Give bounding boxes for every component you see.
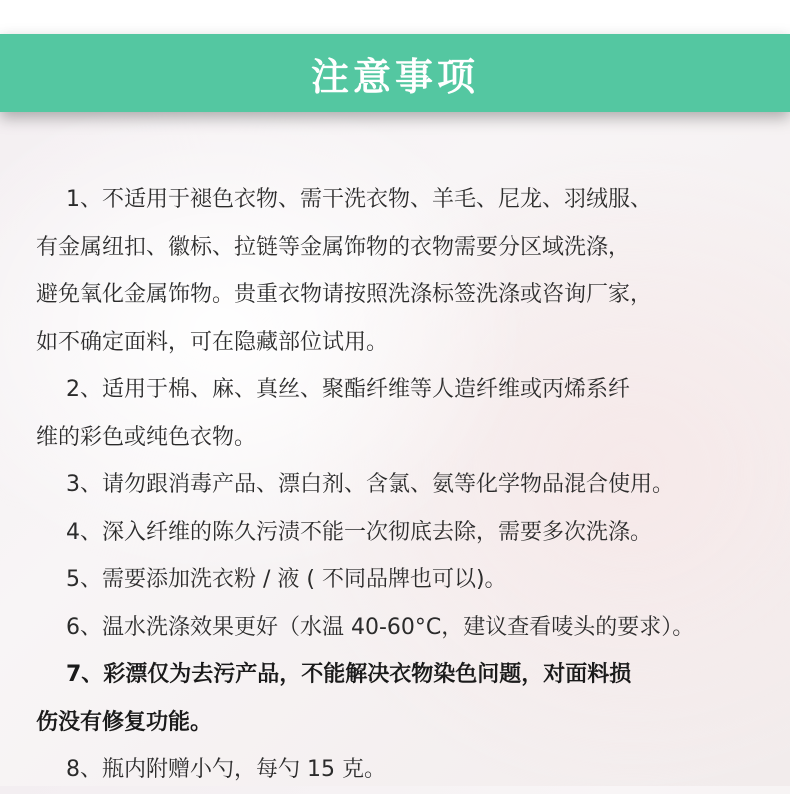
note-2-line-2: 维的彩色或纯色衣物。	[36, 424, 257, 450]
note-3: 3、请勿跟消毒产品、漂白剂、含氯、氨等化学物品混合使用。	[66, 472, 674, 497]
note-1-line-2: 有金属纽扣、徽标、拉链等金属饰物的衣物需要分区域洗涤，	[36, 234, 631, 260]
note-6: 6、温水洗涤效果更好（水温 40-60°C，建议查看唛头的要求）。	[66, 614, 695, 640]
note-8: 8、瓶内附赠小勺，每勺 15 克。	[66, 757, 386, 782]
note-7-line-2: 伤没有修复功能。	[36, 709, 213, 735]
note-5: 5、需要添加洗衣粉 / 液 ( 不同品牌也可以)。	[66, 567, 507, 592]
page-title: 注意事项	[310, 54, 479, 99]
note-2-line-1: 2、适用于棉、麻、真丝、聚酯纤维等人造纤维或丙烯系纤	[66, 377, 630, 402]
header-banner	[0, 34, 790, 112]
top-strip	[0, 0, 790, 34]
notes-content	[36, 176, 760, 794]
note-4: 4、深入纤维的陈久污渍不能一次彻底去除，需要多次洗涤。	[66, 519, 652, 545]
note-1-line-1: 1、不适用于褪色衣物、需干洗衣物、羊毛、尼龙、羽绒服、	[66, 187, 652, 212]
note-7-line-1: 7、彩漂仅为去污产品，不能解决衣物染色问题，对面料损	[66, 662, 632, 687]
note-1-line-3: 避免氧化金属饰物。贵重衣物请按照洗涤标签洗涤或咨询厂家，	[36, 282, 653, 307]
note-1-line-4: 如不确定面料，可在隐藏部位试用。	[36, 329, 389, 355]
